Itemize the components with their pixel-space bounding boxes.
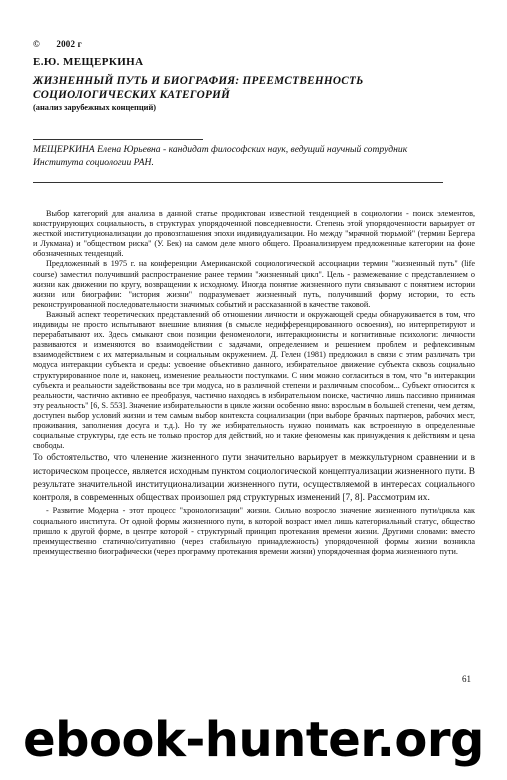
page-number: 61 — [462, 674, 471, 684]
article-subtitle: (анализ зарубежных концепций) — [33, 103, 157, 112]
copyright-year: 2002 г — [56, 39, 82, 49]
paragraph: Важный аспект теоретических представлений об отношении личности и окружающей среды обнаруживается в том, что индивиды не просто испытывают внешние влияния (в смысле недифференцированного освоения), но интерпретируют и перерабатывают их. Здесь смыкают свои позиции феноменологи, интеракционисты и когнитивные психологи: личности развиваются и изменяются во взаимодействии с задачами, определением и решением проблем и рефлексивным взаимодействием с их материальным и социальным окружением. Д. Гелен (1981) предложил в связи с этим различать три модуса интеракции субъекта и среды: усвоение объективно данного, избирательное движение субъекта сквозь социально структурированное поле и, наконец, изменение реальности поступками. С ним можно согласиться в том, что "в интеракции субъекта и реальности задействованы все три модуса, но в различной степени и различным способом... Субъект относится к реальности, частично активно ее преобразуя, частично находясь в избирательном поиске, частично лишь пассивно принимая эту реальность" [6, S. 553]. Значение избирательности в цикле жизни особенно явно: взрослым в большей степени, чем детям, доступен выбор условий жизни и тем самым выбор контекста социализации (при выборе брачных партнеров, рабочих мест, проживания, заполнения досуга и т.д.). Но ту же избирательность нужно понимать как встроенную в определенные социальные структуры, где есть не только простор для действий, но и такие феномены как принуждения к действиям и цена свободы. — [33, 309, 475, 451]
paragraph: То обстоятельство, что членение жизненного пути значительно варьирует в межкультурном сравнении и в историческом процессе, является исходным пунктом социологической концептуализации жизненного пути. В результате значительной институционализации жизненного пути, осуществляемой в интересах социального контроля, в современных обществах произошел ряд структурных изменений [7, 8]. Рассмотрим их. — [33, 453, 475, 504]
divider-bottom — [33, 182, 443, 183]
copyright-line — [33, 39, 82, 49]
divider-top — [33, 139, 203, 140]
author-name: Е.Ю. МЕЩЕРКИНА — [33, 56, 144, 68]
about-author: МЕЩЕРКИНА Елена Юрьевна - кандидат философских наук, ведущий научный сотрудник Института социологии РАН. — [33, 144, 408, 168]
article-title: ЖИЗНЕННЫЙ ПУТЬ И БИОГРАФИЯ: ПРЕЕМСТВЕННОСТЬ СОЦИОЛОГИЧЕСКИХ КАТЕГОРИЙ — [33, 75, 364, 101]
copyright-symbol: © — [33, 39, 40, 49]
article-body — [33, 209, 475, 557]
watermark-logo: ebook-hunter.org — [23, 712, 484, 768]
paragraph: - Развитие Модерна - этот процесс "хронологизации" жизни. Сильно возросло значение жизненного пути/цикла как социального института. От одной формы жизненного пути, в которой возраст имел лишь категориальный статус, общество пришло к другой форме, в центре которой - структурный принцип протекания времени жизни. Другими словами: вместо преимущественно статично/ситуативно (через стабильную принадлежность) упорядоченной формы жизни возникла преимущественно биографически (через программу протекания времени жизни) упорядоченная форма жизненного пути. — [33, 506, 475, 556]
paragraph: Предложенный в 1975 г. на конференции Американской социологической ассоциации термин "жизненный путь" (life course) заместил получивший распространение ранее термин "жизненный цикл". Цель - размежевание с представлением о жизни как движении по кругу, возвращении к исходному. Иногда понятие жизненного пути связывают с понятием истории жизни или биографии: "история жизни" подразумевает жизненный путь, получивший форму истории, то есть реконструированной последовательности значимых событий и рассказанной в качестве таковой. — [33, 259, 475, 309]
paragraph: Выбор категорий для анализа в данной статье продиктован известной тенденцией в социологии - поиск элементов, конструирующих социальность, в структурах упорядоченной повседневности. Степень этой упорядоченности варьирует от жесткой институционализации до провозглашения эпохи индивидуализации. Но между "мрачной тюрьмой" (термин Бергера и Лукмана) и "обществом риска" (У. Бек) на самом деле много общего. Проанализируем предложенные категории на фоне обозначенных тенденций. — [33, 209, 475, 259]
